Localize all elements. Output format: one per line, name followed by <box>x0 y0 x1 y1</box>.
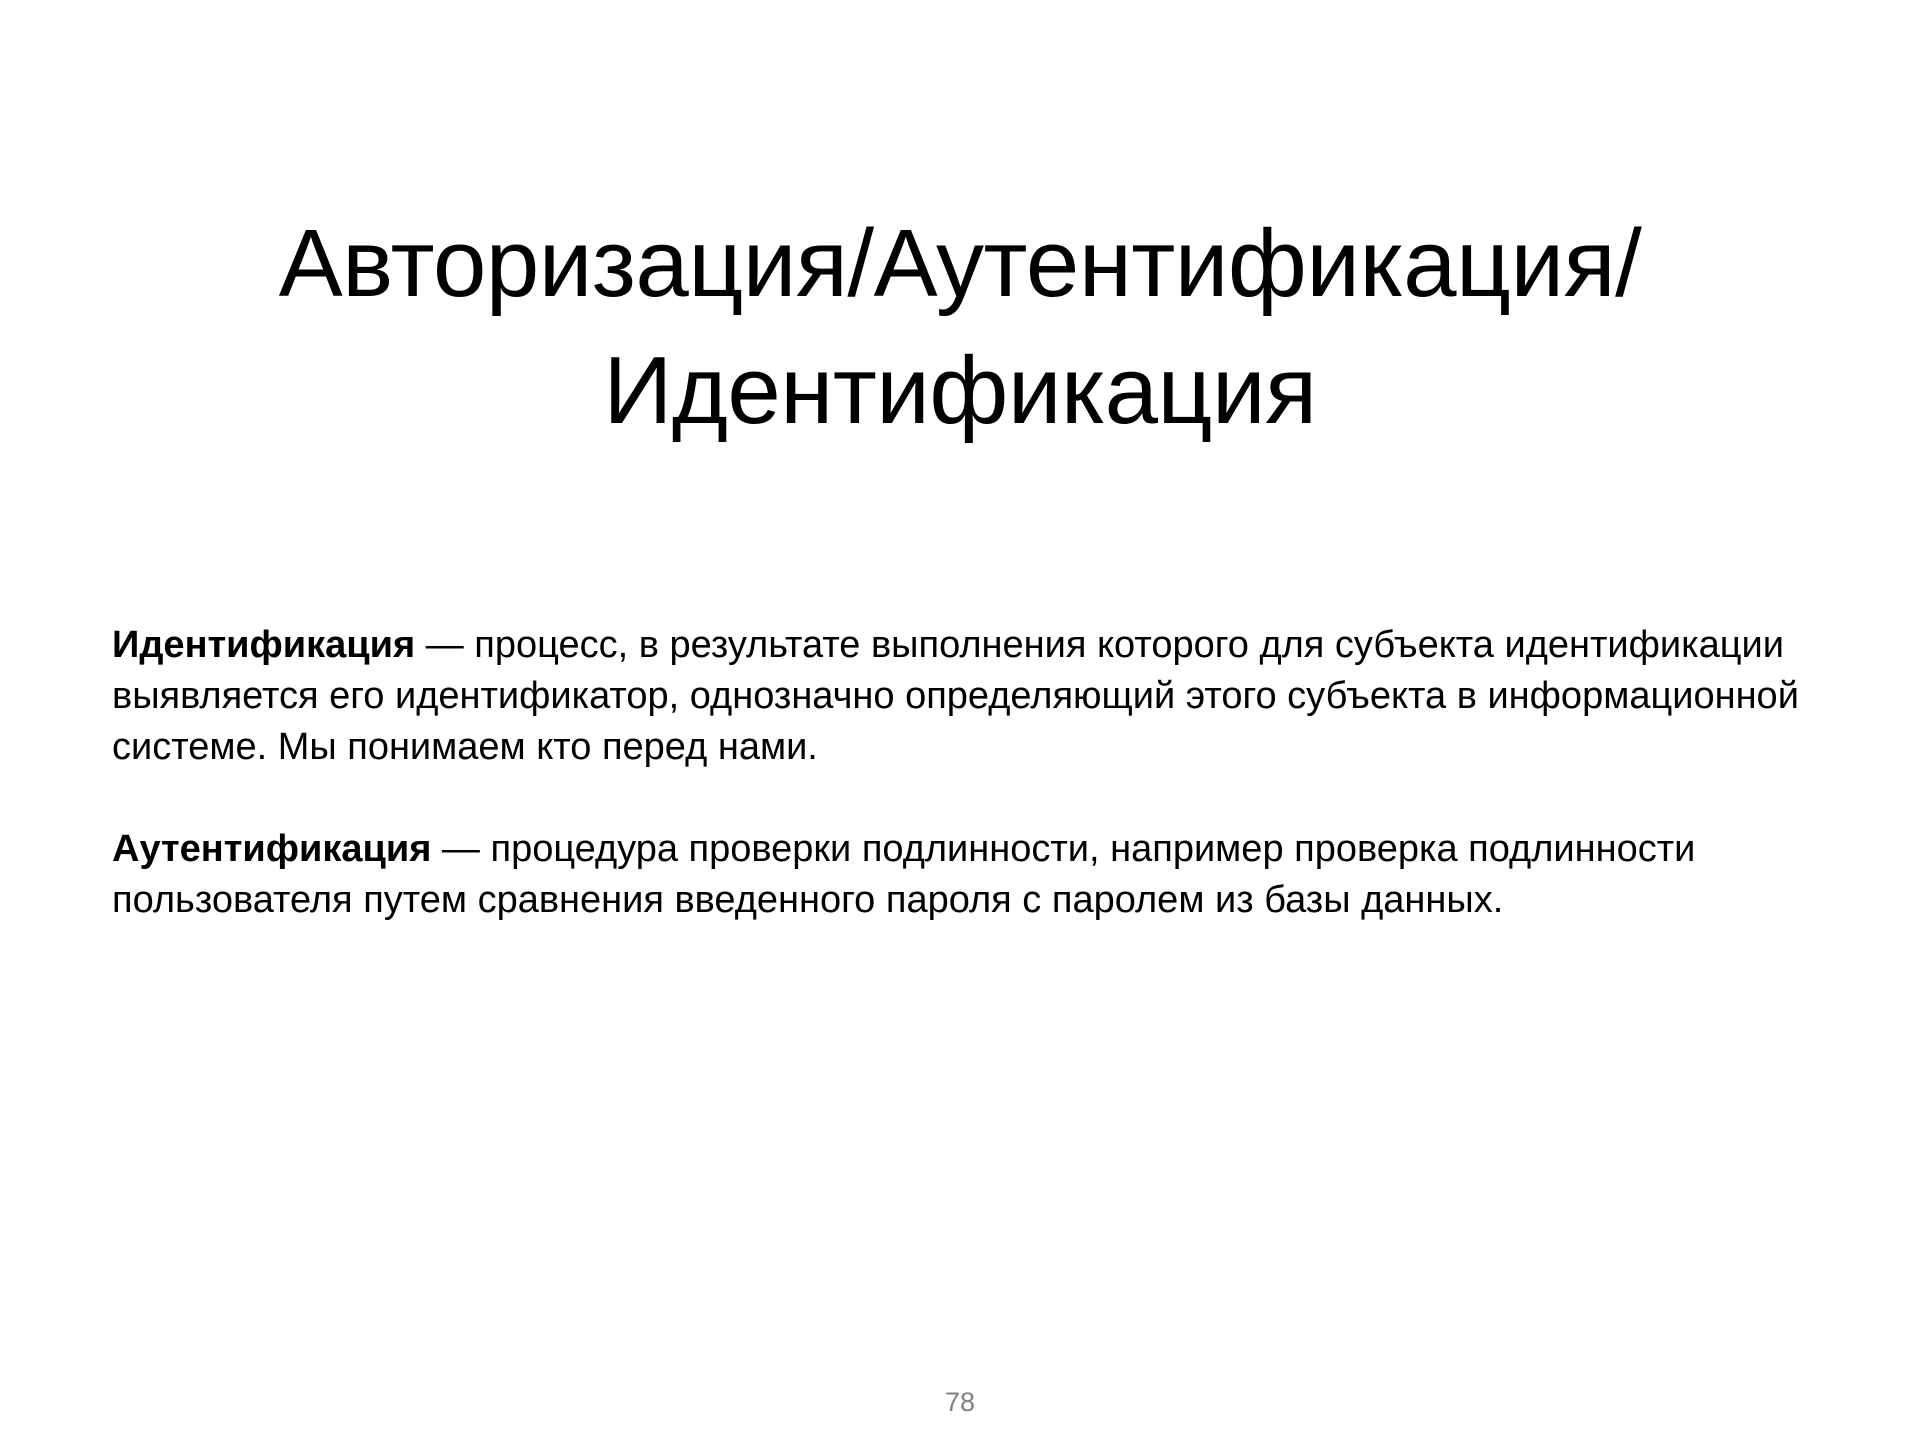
slide-title-line-1: Авторизация/Аутентификация/ <box>278 210 1642 317</box>
definition-text: — процедура проверки подлинности, например проверка подлинности пользователя путем сравнения введенного пароля с паролем из базы данных. <box>112 828 1696 921</box>
slide-title <box>0 200 1920 454</box>
slide-body <box>112 620 1812 977</box>
definition-text: — процесс, в результате выполнения которого для субъекта идентификации выявляется его идентификатор, однозначно определяющий этого субъекта в информационной системе. Мы понимаем кто перед нами. <box>112 624 1799 768</box>
definition-term: Идентификация <box>112 624 416 666</box>
definition-identification <box>112 620 1812 773</box>
definition-term: Аутентификация <box>112 828 432 870</box>
definition-authentication <box>112 824 1812 926</box>
page-number: 78 <box>944 1387 976 1417</box>
slide-title-line-2: Идентификация <box>603 337 1317 444</box>
